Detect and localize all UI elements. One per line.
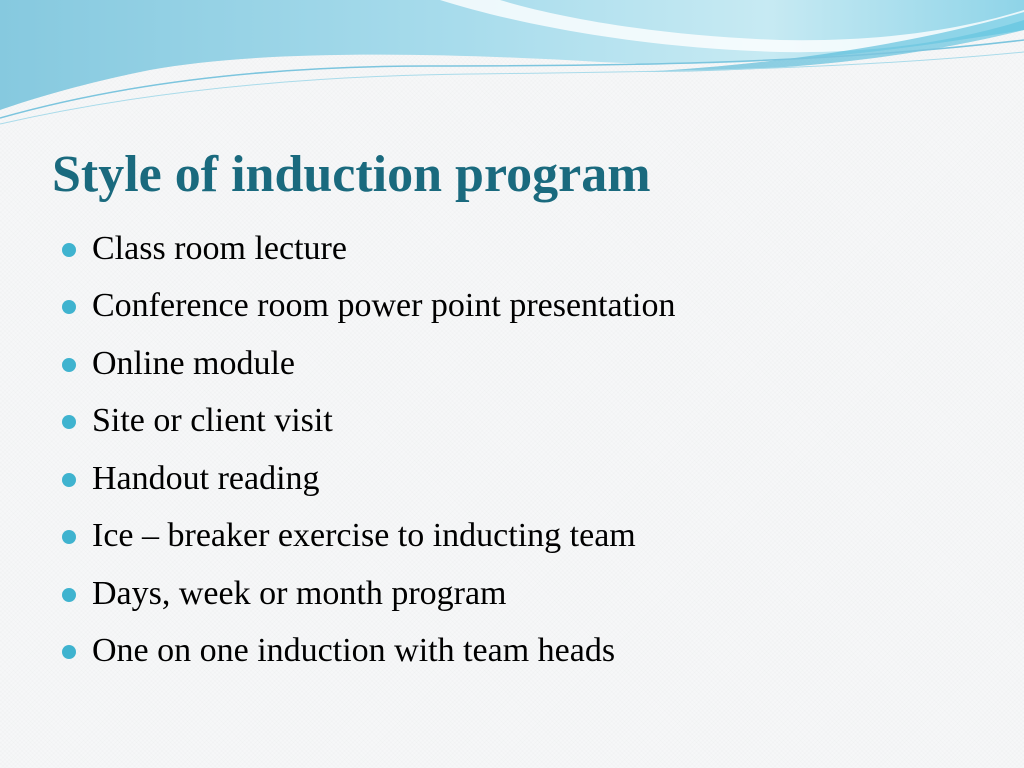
bullet-dot-icon	[62, 645, 76, 659]
list-item	[62, 508, 675, 566]
bullet-dot-icon	[62, 530, 76, 544]
header-wave-decoration	[0, 0, 1024, 130]
list-item	[62, 220, 675, 278]
bullet-text: Online module	[92, 344, 296, 382]
bullet-text: Conference room power point presentation	[92, 287, 676, 325]
bullet-dot-icon	[62, 300, 76, 314]
bullet-dot-icon	[62, 358, 76, 372]
bullet-text: Days, week or month program	[92, 574, 507, 612]
bullet-text: Ice – breaker exercise to inducting team	[92, 517, 636, 555]
bullet-dot-icon	[62, 473, 76, 487]
bullet-text: Handout reading	[92, 459, 320, 497]
list-item	[62, 335, 675, 393]
bullet-dot-icon	[62, 415, 76, 429]
bullet-text: Class room lecture	[92, 229, 347, 267]
list-item	[62, 565, 675, 623]
slide-title: Style of induction program	[52, 146, 651, 203]
list-item	[62, 623, 675, 681]
bullet-list	[62, 220, 675, 680]
bullet-dot-icon	[62, 588, 76, 602]
bullet-text: One on one induction with team heads	[92, 632, 616, 670]
list-item	[62, 393, 675, 451]
bullet-text: Site or client visit	[92, 402, 333, 440]
list-item	[62, 450, 675, 508]
list-item	[62, 278, 675, 336]
bullet-dot-icon	[62, 243, 76, 257]
